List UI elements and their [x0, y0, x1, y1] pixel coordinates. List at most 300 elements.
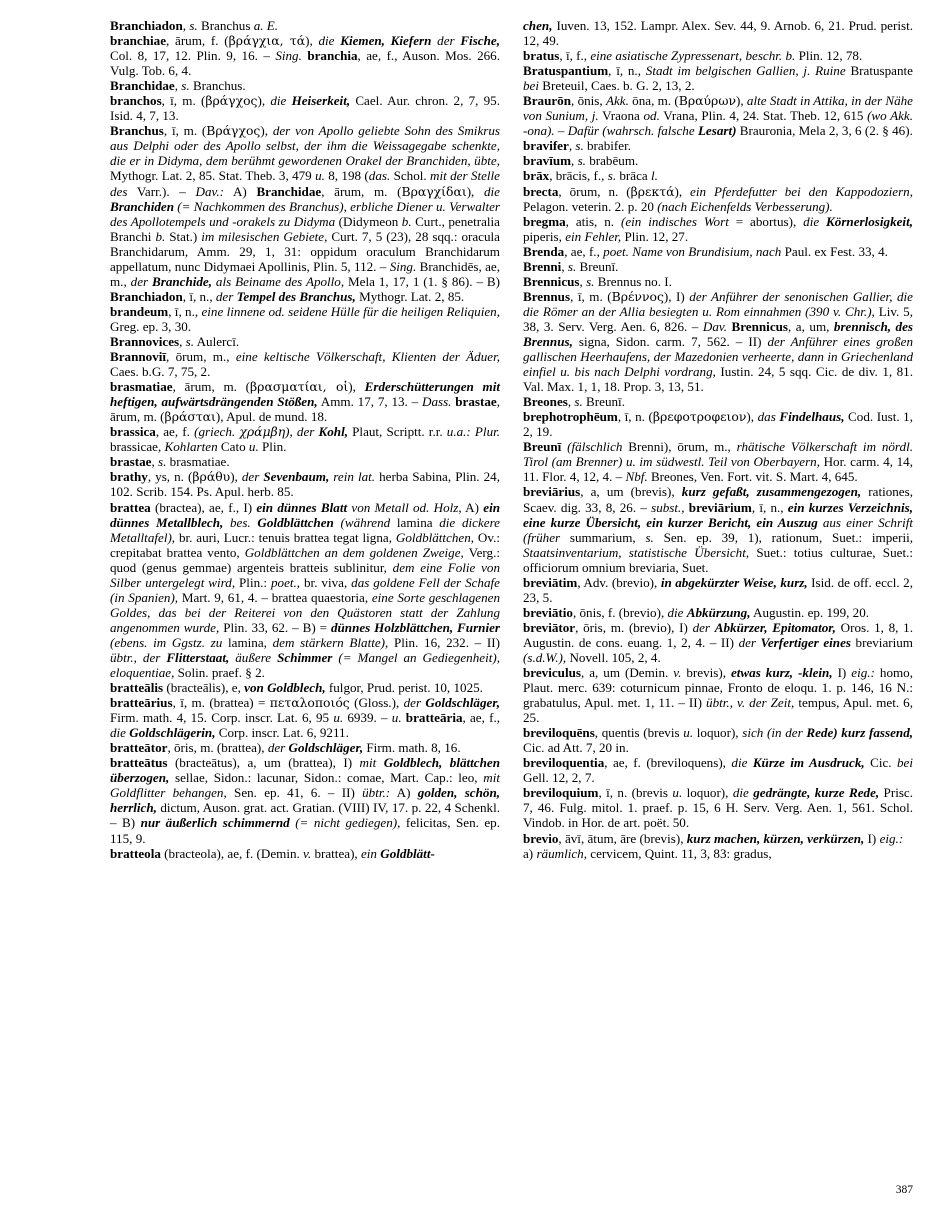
citation-text: Gell. 12, 2, 7.: [523, 770, 595, 786]
gloss-italic: s.: [567, 258, 577, 274]
gloss-emphasis: Fische,: [460, 33, 500, 49]
headword: brecta: [523, 183, 559, 199]
gloss-emphasis: Branchide,: [152, 273, 213, 289]
citation-text: , ōnis,: [571, 93, 606, 109]
gloss-emphasis: Schimmer: [277, 649, 333, 665]
citation-text: Brennus no. I.: [594, 273, 672, 289]
citation-text: dictum, Auson. grat. act. Gratian. (VIII) IV, 17. p. 22, 4 Schenkl. – B): [110, 800, 500, 831]
gloss-italic: l.: [651, 168, 658, 184]
citation-text: ,: [151, 454, 159, 470]
citation-text: Plin.: [258, 439, 287, 455]
gloss-italic: die: [110, 725, 130, 741]
dictionary-entry: [523, 153, 913, 168]
dictionary-entry: [110, 18, 500, 33]
greek-text: Βρέννος: [611, 288, 664, 304]
gloss-italic: b.: [155, 228, 166, 244]
gloss-italic: das goldene Fell der Schafe (in Spanien),: [110, 574, 500, 605]
citation-text: (bracteātus), a, um (brattea), I): [167, 755, 360, 771]
citation-text: , ī, f.,: [559, 48, 591, 64]
gloss-italic: der: [130, 273, 152, 289]
gloss-italic: eig.:: [879, 830, 904, 846]
citation-text: brabifer.: [583, 138, 631, 154]
dictionary-entry: [523, 575, 913, 605]
gloss-italic: bes.: [223, 514, 258, 530]
citation-text: , Adv. (brevio),: [577, 574, 661, 590]
headword: bratteātus: [110, 755, 168, 771]
citation-text: , ī, n.,: [751, 499, 788, 515]
headword: Brennicus: [731, 318, 789, 334]
gloss-emphasis: kurz machen, kürzen, verkürzen,: [686, 830, 865, 846]
citation-text: , ī, m. (: [570, 288, 612, 304]
citation-text: (Didymeon: [335, 213, 402, 229]
gloss-emphasis: gedrängte, kurze Rede,: [753, 785, 880, 801]
gloss-italic: Goldblättchen,: [395, 529, 475, 545]
citation-text: Amm. 17, 7, 13. –: [317, 394, 422, 410]
citation-text: Breteuil, Caes. b. G. 2, 13, 2.: [539, 78, 695, 94]
citation-text: ),: [230, 469, 242, 485]
gloss-italic: u.: [315, 168, 325, 184]
citation-text: Cael. Aur. chron. 2, 7, 95. Isid. 4, 7, 13.: [110, 93, 500, 124]
gloss-italic: die: [667, 604, 687, 620]
gloss-italic: Dav.:: [195, 183, 224, 199]
gloss-emphasis: kurz gefaßt, zusammengezogen,: [681, 484, 862, 500]
gloss-emphasis: Heiserkeit,: [291, 93, 351, 109]
gloss-emphasis: Abkürzung,: [686, 604, 751, 620]
citation-text: br. viva,: [300, 574, 352, 590]
gloss-italic: der Anführer eines großen gallischen Heerhaufens, der Mazedonien verheerte, dann in Griechenland einfiel u. bis nach Delphi vordrang,: [523, 333, 913, 380]
headword: bregma: [523, 213, 566, 229]
citation-text: Bratuspante: [845, 63, 913, 79]
greek-text: βράγχος: [205, 93, 258, 109]
gloss-italic: als Beiname des Apollo,: [212, 273, 345, 289]
citation-text: , ōris, m. (brattea),: [167, 740, 268, 756]
citation-text: Mart. 9, 61, 4. – brattea quaestoria,: [178, 589, 372, 605]
gloss-italic: s.: [607, 168, 617, 184]
citation-text: ,: [174, 78, 182, 94]
citation-text: Vraona: [598, 108, 644, 124]
greek-text: Βραύρων: [678, 93, 736, 109]
headword: breviātio: [523, 604, 573, 620]
gloss-italic: von Metall od. Holz,: [347, 499, 462, 515]
citation-text: loquor),: [682, 785, 733, 801]
gloss-emphasis: Goldblätt-: [380, 845, 435, 861]
citation-text: ), I): [663, 288, 690, 304]
gloss-italic: mit: [359, 755, 384, 771]
citation-text: ),: [348, 379, 365, 395]
gloss-italic: mit der Stelle des: [110, 168, 500, 199]
gloss-italic: im milesischen Gebiete,: [201, 228, 328, 244]
dictionary-entry: [110, 33, 500, 78]
dictionary-entry: [523, 214, 913, 244]
headword: breviloquium: [523, 785, 599, 801]
headword: breviārius: [523, 484, 581, 500]
dictionary-entry: [523, 394, 913, 409]
dictionary-entry: [110, 454, 500, 469]
citation-text: Varr.). –: [127, 183, 196, 199]
headword: branchiae: [110, 33, 167, 49]
citation-text: Paul. ex Fest. 33, 4.: [781, 243, 888, 259]
citation-text: Breones, Ven. Fort. vit. S. Mart. 4, 645.: [647, 469, 858, 485]
headword: Bratuspantium: [523, 63, 609, 79]
citation-text: Breunī.: [582, 394, 625, 410]
gloss-italic: der: [215, 288, 237, 304]
gloss-italic: (während: [333, 514, 391, 530]
gloss-italic: (s.d.W.),: [523, 649, 567, 665]
citation-text: lamina: [390, 514, 440, 530]
citation-text: ,: [579, 273, 587, 289]
headword: breviloquēns: [523, 725, 595, 741]
dictionary-entry: [523, 605, 913, 620]
citation-text: Brenni), ōrum, m.,: [622, 439, 737, 455]
greek-text: χράμβη: [239, 424, 286, 440]
gloss-italic: s.: [575, 138, 584, 154]
greek-text: βράγχια, τά: [228, 33, 306, 49]
citation-text: Iustin. 24, 5 sqq. Cic. de div. 1, 81. Val. Max. 1, 1, 18. Prop. 3, 13, 51.: [523, 364, 914, 395]
greek-text: βρεκτά: [630, 183, 675, 199]
gloss-italic: der: [738, 634, 761, 650]
gloss-italic: die: [803, 213, 827, 229]
citation-text: brassicae,: [110, 439, 165, 455]
headword: breviculus: [523, 665, 581, 681]
citation-text: ,: [561, 258, 568, 274]
dictionary-entry: [523, 259, 913, 274]
citation-text: signa, Sidon. carm. 7, 562. – II): [572, 333, 768, 349]
citation-text: Iuven. 13, 152. Lampr. Alex. Sev. 44, 9. Arnob. 6, 21. Prud. perist. 12, 49.: [523, 18, 913, 49]
headword: Branchidae: [110, 78, 175, 94]
gloss-italic: Akk.: [605, 93, 629, 109]
gloss-italic: u.: [391, 710, 402, 726]
greek-text: βράθυ: [192, 469, 231, 485]
headword: breviātim: [523, 574, 578, 590]
citation-text: , ōris, m. (brevio), I): [575, 619, 693, 635]
dictionary-entry: [523, 484, 913, 574]
gloss-italic: die: [731, 755, 753, 771]
gloss-italic: (wo Akk. -ona). – Dafür (wahrsch. falsche: [523, 108, 914, 139]
gloss-italic: (= nicht gediegen),: [289, 815, 401, 831]
headword: Branchiadon: [110, 18, 183, 33]
gloss-emphasis: Goldschlägerin,: [129, 725, 216, 741]
citation-text: , ī, m. (: [161, 93, 206, 109]
citation-text: Curt., penetralia Branchi: [110, 213, 500, 244]
citation-text: , quentis (brevis: [594, 725, 684, 741]
dictionary-entry: [523, 665, 913, 725]
gloss-italic: Sing.: [389, 258, 417, 274]
citation-text: brattea),: [311, 845, 361, 861]
citation-text: Plin. 33, 62. – B) =: [219, 619, 331, 635]
citation-text: Corp. inscr. Lat. 6, 9211.: [215, 725, 349, 741]
right-column: [523, 18, 913, 861]
citation-text: Schol.: [390, 168, 431, 184]
page-number: 387: [895, 1184, 913, 1196]
citation-text: Plaut, Scriptt. r.r.: [348, 424, 447, 440]
dictionary-entry: [110, 123, 500, 304]
gloss-emphasis: chen,: [523, 18, 553, 33]
gloss-emphasis: Kürze im Ausdruck,: [752, 755, 865, 771]
citation-text: Branchidēs, ae, m.,: [110, 258, 500, 289]
citation-text: Caes. b.G. 7, 75, 2.: [110, 364, 211, 380]
dictionary-entry: [110, 304, 500, 334]
gloss-emphasis: Körnerlosigkeit,: [826, 213, 913, 229]
citation-text: Branchus.: [189, 78, 246, 94]
gloss-italic: aus einer Schrift (früher: [523, 514, 913, 545]
gloss-emphasis: Branchiden: [110, 198, 175, 214]
citation-text: tempus, Apul. met. 6, 25.: [523, 695, 913, 726]
citation-text: breviarium: [850, 634, 913, 650]
citation-text: Col. 8, 17, 12. Plin. 9, 16. –: [110, 48, 276, 64]
gloss-emphasis: golden, schön, herrlich,: [110, 785, 501, 816]
citation-text: lamina,: [222, 634, 273, 650]
gloss-emphasis: ein dünnes Metallblech,: [110, 499, 500, 530]
gloss-italic: der: [241, 469, 264, 485]
citation-text: , ārum, m. (: [172, 379, 251, 395]
citation-text: Plin. 16, 232. – II): [388, 634, 500, 650]
gloss-italic: s.: [574, 394, 583, 410]
citation-text: Branchus: [197, 18, 254, 33]
gloss-italic: (fälschlich: [567, 439, 623, 455]
gloss-emphasis: Lesart): [697, 123, 737, 139]
headword: breviloquentia: [523, 755, 605, 771]
dictionary-entry: [523, 244, 913, 259]
gloss-italic: ), der: [285, 424, 319, 440]
gloss-italic: Dav.: [702, 318, 727, 334]
gloss-italic: eine keltische Völkerschaft, Klienten der Äduer,: [235, 349, 500, 365]
citation-text: fulgor, Prud. perist. 10, 1025.: [325, 680, 483, 696]
citation-text: ,: [571, 153, 578, 169]
gloss-italic: a. E.: [253, 18, 279, 33]
citation-text: , ys, n. (: [147, 469, 193, 485]
gloss-italic: mit Goldflitter behangen,: [110, 770, 500, 801]
gloss-italic: poet.,: [270, 574, 301, 590]
citation-text: Stat.): [165, 228, 202, 244]
gloss-italic: ein: [360, 845, 381, 861]
gloss-emphasis: Goldblech, blättchen überzogen,: [110, 755, 500, 786]
gloss-italic: s.: [189, 18, 198, 33]
gloss-italic: die: [270, 93, 292, 109]
gloss-italic: dem stärkern Blatte),: [272, 634, 389, 650]
gloss-emphasis: Tempel des Branchus,: [236, 288, 356, 304]
citation-text: brāca: [616, 168, 651, 184]
citation-text: Cod. Iust. 1, 2, 19.: [523, 409, 913, 440]
dictionary-entry: [523, 409, 913, 439]
gloss-italic: rhätische Völkerschaft im nördl. Tirol (am Brenner) u. im südwestl. Teil von Oberbayern,: [523, 439, 914, 470]
dictionary-entry: [523, 725, 913, 755]
citation-text: A): [390, 785, 418, 801]
citation-text: , āvī, ātum, āre (brevis),: [558, 830, 687, 846]
dictionary-entry: [523, 831, 913, 861]
citation-text: , a, um (brevis),: [580, 484, 682, 500]
headword: branchia: [307, 48, 358, 64]
gloss-emphasis: Kiemen, Kiefern: [340, 33, 432, 49]
citation-text: ),: [746, 409, 758, 425]
gloss-emphasis: von Goldblech,: [244, 680, 326, 696]
citation-text: , ī, n. (brevis: [598, 785, 673, 801]
citation-text: ,: [182, 18, 190, 33]
headword: branchos: [110, 93, 162, 109]
citation-text: Plin.:: [235, 574, 271, 590]
gloss-emphasis: dünnes Holzblättchen, Furnier: [330, 619, 500, 635]
gloss-italic: s.: [181, 78, 190, 94]
gloss-italic: u.a.: Plur.: [446, 424, 501, 440]
gloss-italic: der: [267, 740, 289, 756]
gloss-italic: bei: [897, 755, 913, 771]
citation-text: Hor. carm. 4, 14, 11. Flor. 4, 12, 4. –: [523, 454, 913, 485]
gloss-italic: Nbf.: [625, 469, 648, 485]
citation-text: , ōrum, m.,: [166, 349, 236, 365]
gloss-emphasis: ein kurzes Verzeichnis, eine kurze Übersicht, ein kurzer Bericht, ein Auszug: [523, 499, 913, 530]
headword: brastae: [110, 454, 152, 470]
gloss-italic: eine linnene od. seidene Hülle für die heiligen Reliquien,: [201, 303, 500, 319]
gloss-italic: der Anführer der senonischen Gallier, die die Römer an der Allia besiegten u. Rom einnahmen (390 v. Chr.),: [523, 288, 913, 319]
citation-text: Plin. 12, 78.: [795, 48, 863, 64]
headword: brassica: [110, 424, 156, 440]
gloss-emphasis: in abgekürzter Weise, kurz,: [660, 574, 808, 590]
headword: Brennus: [523, 288, 571, 304]
citation-text: brasmatiae.: [166, 454, 230, 470]
gloss-italic: u.: [333, 710, 344, 726]
headword: Brannoviī: [110, 349, 167, 365]
citation-text: piperis,: [523, 228, 566, 244]
dictionary-entry: [523, 755, 913, 785]
citation-text: Prisc. 7, 46. Fulg. mitol. 1. praef. p. 15, 6 H. Serv. Verg. Aen. 1, 561. Schol. Vindob. in Hor. de art. poët. 50.: [523, 785, 914, 831]
dictionary-entry: [110, 78, 500, 93]
headword: brattea: [110, 499, 151, 515]
headword: Brenni: [523, 258, 562, 274]
dictionary-entry: [523, 620, 913, 665]
dictionary-entry: [110, 93, 500, 123]
citation-text: A): [224, 183, 257, 199]
citation-text: , ōrum, n. (: [558, 183, 631, 199]
gloss-italic: ein Pferdefutter bei den Kappodoziern,: [690, 183, 913, 199]
citation-text: (bracteālis), e,: [163, 680, 245, 696]
citation-text: rationes, Scaev. dig. 33, 8, 26. –: [523, 484, 913, 515]
citation-text: Sen. ep. 39, 1), rationum, Suet.: imperii,: [653, 529, 914, 545]
gloss-emphasis: brennisch, des Brennus,: [523, 318, 913, 349]
gloss-emphasis: Flitterstaat,: [166, 649, 230, 665]
headword: bratteālis: [110, 680, 164, 696]
citation-text: 6939. –: [343, 710, 392, 726]
gloss-italic: eine Sorte geschlagenen Goldes, das bei der Reiterei von den Quästoren statt der Zahlung angenommen wurde,: [110, 589, 500, 635]
gloss-italic: Kohlarten: [164, 439, 218, 455]
gloss-italic: die: [484, 183, 500, 199]
headword: Branchiadon: [110, 288, 183, 304]
citation-text: , ārum, f. (: [166, 33, 229, 49]
headword: bratteārius: [110, 695, 173, 711]
gloss-italic: rein lat.: [329, 469, 376, 485]
gloss-emphasis: Rede) kurz fassend,: [806, 725, 914, 741]
dictionary-entry: [110, 695, 500, 740]
headword: bratus: [523, 48, 560, 64]
dictionary-entry: [110, 680, 500, 695]
gloss-italic: Sing.: [275, 48, 302, 64]
gloss-italic: der: [692, 619, 715, 635]
headword: Breones: [523, 394, 568, 410]
gloss-italic: (ebens. im Ggstz. zu: [110, 634, 223, 650]
citation-text: Oros. 1, 8, 1. Augustin. de cons. euang. 1, 2, 4. – II): [523, 619, 913, 650]
gloss-emphasis: Verfertiger eines: [760, 634, 851, 650]
citation-text: Firm. math. 4, 15. Corp. inscr. Lat. 6, 95: [110, 710, 334, 726]
citation-text: ),: [305, 33, 319, 49]
gloss-italic: (ein indisches Wort: [620, 213, 729, 229]
gloss-italic: b.: [401, 213, 412, 229]
citation-text: I): [864, 830, 880, 846]
gloss-emphasis: etwas kurz, -klein,: [730, 665, 833, 681]
citation-text: , ae, f. (breviloquens),: [604, 755, 732, 771]
citation-text: ),: [260, 123, 273, 139]
gloss-italic: u.: [248, 439, 259, 455]
citation-text: Cic.: [864, 755, 897, 771]
gloss-italic: dem eine Folie von Silber untergelegt wird,: [110, 559, 500, 590]
citation-text: (bractea), ae, f., I): [150, 499, 257, 515]
gloss-italic: poet. Name von Brundisium, nach: [603, 243, 782, 259]
headword: Branchus: [110, 123, 164, 139]
gloss-italic: übtr., v. der Zeit,: [706, 695, 795, 711]
gloss-italic: Stadt im belgischen Gallien, j. Ruine: [645, 63, 846, 79]
headword: brathy: [110, 469, 148, 485]
greek-text: Βραγχίδαι: [401, 183, 467, 199]
gloss-italic: eig.:: [851, 665, 875, 681]
citation-text: loquor),: [693, 725, 743, 741]
citation-text: Vrana, Plin. 4, 24. Stat. Theb. 12, 615: [659, 108, 868, 124]
gloss-italic: eine asiatische Zypressenart, beschr. b.: [590, 48, 796, 64]
dictionary-entry: [110, 349, 500, 379]
citation-text: Brauronia, Mela 2, 3, 6 (2. § 46).: [736, 123, 913, 139]
gloss-italic: die dickere Metalltafel),: [110, 514, 500, 545]
dictionary-entry: [110, 740, 500, 755]
citation-text: ,: [567, 394, 575, 410]
gloss-italic: der: [403, 695, 426, 711]
citation-text: Ov.: crepitabat brattea vento,: [110, 529, 500, 560]
headword: Braurōn: [523, 93, 572, 109]
gloss-emphasis: Findelhaus,: [779, 409, 845, 425]
gloss-italic: Staatsinventarium, statistische Übersicht,: [523, 544, 750, 560]
gloss-italic: s.: [645, 529, 654, 545]
gloss-italic: übtr.:: [362, 785, 391, 801]
citation-text: homo, Plaut. merc. 639: coturnicum pinnae, Fronto de eloqu. 1. p. 146, 16 N.: grabatulus, Apul. met. 1, 11. – II): [523, 665, 913, 711]
headword: Brennicus: [523, 273, 580, 289]
citation-text: Aulercī.: [194, 333, 240, 349]
citation-text: , ōnis, f. (brevio),: [572, 604, 668, 620]
gloss-italic: Dass.: [421, 394, 452, 410]
dictionary-entry: [110, 334, 500, 349]
gloss-italic: der: [431, 33, 461, 49]
citation-text: , ī, m. (: [163, 123, 207, 139]
headword: Branchidae: [256, 183, 322, 199]
gloss-italic: od.: [643, 108, 660, 124]
gloss-emphasis: Kohl,: [318, 424, 348, 440]
citation-text: Sen. ep. 41, 6. – II): [226, 785, 363, 801]
citation-text: Mythogr. Lat. 2, 85. Stat. Theb. 3, 479: [110, 168, 316, 184]
citation-text: , ārum, m. (: [110, 394, 501, 425]
citation-text: Pelagon. veterin. 2. p. 20: [523, 198, 658, 214]
citation-text: , a, um (Demin.: [580, 665, 674, 681]
citation-text: Greg. ep. 3, 30.: [110, 318, 192, 334]
citation-text: Cato: [217, 439, 249, 455]
citation-text: Solin. praef. § 2.: [174, 665, 265, 681]
left-column: [110, 18, 500, 861]
gloss-italic: v.: [303, 845, 312, 861]
citation-text: , ī, n.,: [182, 288, 216, 304]
headword: brasmatiae: [110, 379, 173, 395]
citation-text: ,: [568, 138, 576, 154]
greek-text: βρασματίαι, οἱ: [250, 379, 349, 395]
citation-text: Liv. 5, 38, 3. Serv. Verg. Aen. 6, 826. –: [523, 303, 913, 334]
citation-text: brabēum.: [585, 153, 639, 169]
dictionary-entry: [523, 439, 913, 484]
dictionary-entry: [523, 785, 913, 830]
citation-text: ),: [466, 183, 484, 199]
citation-text: , brācis, f.,: [549, 168, 608, 184]
citation-text: Breunī.: [576, 258, 619, 274]
